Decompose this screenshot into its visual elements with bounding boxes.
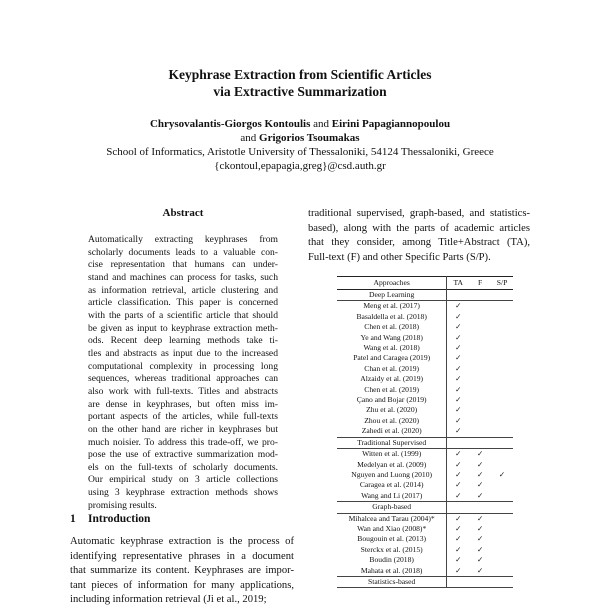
abstract-line: article classification. This paper is concerned — [88, 297, 278, 309]
title-line-1: Keyphrase Extraction from Scientific Articles — [168, 67, 432, 82]
check-cell-f — [469, 491, 491, 502]
header-f: F — [478, 277, 483, 287]
checkmark-icon: ✓ — [455, 332, 462, 342]
check-cell-sp — [491, 545, 513, 555]
table-group-empty-cell — [447, 502, 469, 513]
table-group-row — [337, 437, 513, 448]
approach-name: Mahata et al. (2018) — [337, 566, 447, 577]
checkmark-icon: ✓ — [455, 565, 462, 575]
table-row — [337, 301, 513, 312]
abstract-body — [88, 234, 278, 512]
abstract-line: be given as input to keyphrase extraction meth- — [88, 322, 278, 334]
table-group-row — [337, 576, 513, 587]
section-title: Introduction — [88, 513, 151, 525]
check-cell-f — [469, 374, 491, 384]
check-cell-f — [469, 524, 491, 534]
table-row — [337, 343, 513, 353]
checkmark-icon: ✓ — [455, 384, 462, 394]
check-cell-f — [469, 385, 491, 395]
abstract-line: on the other hand are richer in keyphrases but — [88, 423, 278, 435]
intro-line: including information retrieval (Ji et al., 2019; — [70, 594, 267, 605]
abstract-line: using 3 keyphrase extraction methods shows — [88, 487, 278, 499]
abstract-line: stand and machines can process for tasks, such — [88, 271, 278, 283]
table-row — [337, 491, 513, 502]
check-cell-sp — [491, 480, 513, 490]
table-group-empty-cell — [447, 576, 469, 587]
approach-name: Caragea et al. (2014) — [337, 480, 447, 490]
abstract-line: cise representation that humans can under- — [88, 259, 278, 271]
table-group-row — [337, 502, 513, 513]
check-cell-sp — [491, 449, 513, 460]
check-cell-ta — [447, 426, 469, 437]
check-cell-sp — [491, 534, 513, 544]
check-cell-ta — [447, 524, 469, 534]
table-row — [337, 364, 513, 374]
abstract-line: sequences, whereas traditional approaches can — [88, 373, 278, 385]
check-cell-ta — [447, 333, 469, 343]
table-row — [337, 333, 513, 343]
approach-name: Patel and Caragea (2019) — [337, 353, 447, 363]
check-cell-sp — [491, 301, 513, 312]
checkmark-icon: ✓ — [455, 363, 462, 373]
table-row — [337, 416, 513, 426]
table-group-empty-cell — [447, 290, 469, 301]
table-group-empty-cell — [469, 576, 491, 587]
affiliation-block — [0, 145, 600, 173]
check-cell-f — [469, 416, 491, 426]
check-cell-sp — [491, 322, 513, 332]
table-row — [337, 480, 513, 490]
table-row — [337, 312, 513, 322]
right-text-line: based), along with the parts of academic articles — [308, 222, 530, 234]
paper-title — [0, 66, 600, 100]
abstract-line: ods. Recent deep learning methods take ti- — [88, 335, 278, 347]
table-group-label: Traditional Supervised — [337, 437, 447, 448]
table-row — [337, 524, 513, 534]
check-cell-ta — [447, 566, 469, 577]
check-cell-sp — [491, 426, 513, 437]
check-cell-ta — [447, 353, 469, 363]
check-cell-sp — [491, 524, 513, 534]
checkmark-icon: ✓ — [455, 555, 462, 565]
checkmark-icon: ✓ — [455, 490, 462, 500]
checkmark-icon: ✓ — [455, 395, 462, 405]
approach-name: Medelyan et al. (2009) — [337, 460, 447, 470]
abstract-line: with the parts of a scientific article that should — [88, 309, 278, 321]
check-cell-f — [469, 322, 491, 332]
abstract-heading: Abstract — [162, 207, 204, 219]
checkmark-icon: ✓ — [455, 459, 462, 469]
approach-name: Mihalcea and Tarau (2004)* — [337, 513, 447, 524]
checkmark-icon: ✓ — [476, 459, 484, 469]
check-cell-f — [469, 480, 491, 490]
affiliation: School of Informatics, Aristotle University of Thessaloniki, 54124 Thessaloniki, Greece — [106, 146, 494, 158]
abstract-line: promising results. — [88, 499, 157, 511]
approach-name: Chen et al. (2019) — [337, 385, 447, 395]
check-cell-f — [469, 343, 491, 353]
table-group-empty-cell — [447, 437, 469, 448]
check-cell-ta — [447, 491, 469, 502]
checkmark-icon: ✓ — [476, 544, 484, 554]
checkmark-icon: ✓ — [455, 449, 462, 459]
checkmark-icon: ✓ — [455, 469, 462, 479]
abstract-line: computational complexity in processing long — [88, 360, 278, 372]
table-row — [337, 405, 513, 415]
check-cell-sp — [491, 405, 513, 415]
check-cell-f — [469, 395, 491, 405]
check-cell-sp — [491, 333, 513, 343]
check-cell-f — [469, 470, 491, 480]
abstract-line: much noisier. To address this trade-off, we pro- — [88, 436, 278, 448]
table-group-row — [337, 290, 513, 301]
right-column-text — [308, 207, 530, 265]
check-cell-sp — [491, 460, 513, 470]
abstract-line: are dense in keyphrases, but often miss im- — [88, 398, 278, 410]
abstract-line: scholarly documents leads to a valuable con- — [88, 246, 278, 258]
header-approaches: Approaches — [337, 277, 447, 290]
table-row — [337, 449, 513, 460]
check-cell-ta — [447, 374, 469, 384]
table-group-empty-cell — [491, 290, 513, 301]
table-group-label: Graph-based — [337, 502, 447, 513]
check-cell-ta — [447, 301, 469, 312]
approach-name: Boudin (2018) — [337, 555, 447, 565]
check-cell-f — [469, 545, 491, 555]
table-row — [337, 566, 513, 577]
author-name: Chrysovalantis-Giorgos Kontoulis — [149, 118, 311, 130]
check-cell-sp — [491, 566, 513, 577]
check-cell-f — [469, 555, 491, 565]
table-group-empty-cell — [469, 502, 491, 513]
checkmark-icon: ✓ — [455, 311, 462, 321]
check-cell-sp — [491, 470, 513, 480]
section-number: 1 — [70, 513, 76, 525]
checkmark-icon: ✓ — [476, 534, 484, 544]
table-group-label: Deep Learning — [337, 290, 447, 301]
checkmark-icon: ✓ — [455, 374, 462, 384]
table-row — [337, 460, 513, 470]
check-cell-sp — [491, 416, 513, 426]
abstract-line: els on the full-texts of scholarly documents. — [88, 461, 278, 473]
author-conjunction: and — [313, 118, 330, 130]
check-cell-f — [469, 566, 491, 577]
checkmark-icon: ✓ — [498, 469, 506, 479]
approach-name: Wang et al. (2018) — [337, 343, 447, 353]
check-cell-f — [469, 333, 491, 343]
table-row — [337, 395, 513, 405]
approach-name: Zhou et al. (2020) — [337, 416, 447, 426]
header-ta: TA — [453, 277, 464, 287]
check-cell-sp — [491, 374, 513, 384]
title-line-2: via Extractive Summarization — [213, 84, 387, 99]
checkmark-icon: ✓ — [476, 565, 484, 575]
check-cell-ta — [447, 555, 469, 565]
check-cell-f — [469, 364, 491, 374]
approach-name: Witten et al. (1999) — [337, 449, 447, 460]
author-name: Grigorios Tsoumakas — [259, 131, 360, 144]
checkmark-icon: ✓ — [476, 469, 484, 479]
checkmark-icon: ✓ — [476, 513, 484, 523]
approach-name: Wang and Li (2017) — [337, 491, 447, 502]
right-text-line: traditional supervised, graph-based, and statistics- — [308, 208, 530, 219]
check-cell-f — [469, 312, 491, 322]
checkmark-icon: ✓ — [455, 301, 462, 311]
table-group-empty-cell — [491, 502, 513, 513]
approach-name: Çano and Bojar (2019) — [337, 395, 447, 405]
author-name: Eirini Papagiannopoulou — [331, 118, 451, 130]
check-cell-ta — [447, 364, 469, 374]
checkmark-icon: ✓ — [476, 449, 484, 459]
table-row — [337, 555, 513, 565]
check-cell-sp — [491, 343, 513, 353]
check-cell-ta — [447, 405, 469, 415]
checkmark-icon: ✓ — [455, 322, 462, 332]
check-cell-ta — [447, 534, 469, 544]
intro-line: identifying representative phrases in a document — [70, 550, 294, 562]
check-cell-f — [469, 301, 491, 312]
checkmark-icon: ✓ — [455, 513, 462, 523]
abstract-line: also work with full-texts. Titles and abstracts — [88, 385, 278, 397]
abstract-line: pose the use of extractive summarization mod- — [88, 449, 278, 461]
table-row — [337, 374, 513, 384]
check-cell-sp — [491, 353, 513, 363]
table-group-empty-cell — [469, 290, 491, 301]
approach-name: Meng et al. (2017) — [337, 301, 447, 312]
table-row — [337, 385, 513, 395]
checkmark-icon: ✓ — [455, 534, 462, 544]
approaches-table — [337, 276, 513, 588]
checkmark-icon: ✓ — [455, 523, 462, 533]
check-cell-f — [469, 405, 491, 415]
check-cell-sp — [491, 364, 513, 374]
check-cell-f — [469, 449, 491, 460]
abstract-line: Automatically extracting keyphrases from — [88, 234, 278, 245]
abstract-line: as information retrieval, article clustering and — [88, 284, 278, 296]
right-text-line: Full-text (F) and other Specific Parts (S/P). — [308, 251, 491, 263]
checkmark-icon: ✓ — [455, 405, 462, 415]
check-cell-ta — [447, 312, 469, 322]
approach-name: Ye and Wang (2018) — [337, 333, 447, 343]
check-cell-f — [469, 513, 491, 524]
table-row — [337, 322, 513, 332]
abstract-line: tles and abstracts as input due to the increased — [88, 347, 278, 359]
approach-name: Bougouin et al. (2013) — [337, 534, 447, 544]
check-cell-sp — [491, 513, 513, 524]
check-cell-sp — [491, 385, 513, 395]
table-group-empty-cell — [491, 576, 513, 587]
table-row — [337, 470, 513, 480]
check-cell-ta — [447, 449, 469, 460]
approach-name: Zhu et al. (2020) — [337, 405, 447, 415]
author-emails: {ckontoul,epapagia,greg}@csd.auth.gr — [214, 160, 386, 172]
approach-name: Sterckx et al. (2015) — [337, 545, 447, 555]
checkmark-icon: ✓ — [476, 490, 484, 500]
section-heading — [70, 513, 150, 525]
table-row — [337, 426, 513, 437]
check-cell-sp — [491, 491, 513, 502]
check-cell-ta — [447, 395, 469, 405]
intro-line: tant pieces of information for many applications, — [70, 579, 294, 591]
approach-name: Alzaidy et al. (2019) — [337, 374, 447, 384]
table-group-empty-cell — [469, 437, 491, 448]
checkmark-icon: ✓ — [455, 415, 462, 425]
table-group-label: Statistics-based — [337, 576, 447, 587]
intro-line: Automatic keyphrase extraction is the process of — [70, 536, 294, 547]
check-cell-f — [469, 426, 491, 437]
check-cell-ta — [447, 416, 469, 426]
table-group-empty-cell — [491, 437, 513, 448]
check-cell-f — [469, 534, 491, 544]
author-list — [0, 118, 600, 145]
checkmark-icon: ✓ — [455, 480, 462, 490]
approach-name: Nguyen and Luong (2010) — [337, 470, 447, 480]
check-cell-ta — [447, 545, 469, 555]
checkmark-icon: ✓ — [455, 426, 462, 436]
approach-name: Wan and Xiao (2008)* — [337, 524, 447, 534]
check-cell-ta — [447, 460, 469, 470]
check-cell-ta — [447, 513, 469, 524]
checkmark-icon: ✓ — [455, 353, 462, 363]
approaches-table-wrapper — [337, 276, 513, 588]
right-text-line: that they consider, among Title+Abstract (TA), — [308, 237, 530, 248]
check-cell-ta — [447, 470, 469, 480]
table-row — [337, 353, 513, 363]
checkmark-icon: ✓ — [455, 343, 462, 353]
checkmark-icon: ✓ — [455, 544, 462, 554]
header-sp: S/P — [496, 277, 508, 287]
introduction-body — [70, 535, 294, 608]
approach-name: Chen et al. (2018) — [337, 322, 447, 332]
check-cell-f — [469, 460, 491, 470]
approach-name: Chan et al. (2019) — [337, 364, 447, 374]
check-cell-sp — [491, 555, 513, 565]
abstract-line: portant aspects of the articles, while full-texts — [88, 411, 278, 423]
check-cell-f — [469, 353, 491, 363]
approach-name: Basaldella et al. (2018) — [337, 312, 447, 322]
checkmark-icon: ✓ — [476, 480, 484, 490]
check-cell-ta — [447, 322, 469, 332]
check-cell-ta — [447, 343, 469, 353]
checkmark-icon: ✓ — [476, 555, 484, 565]
check-cell-sp — [491, 395, 513, 405]
check-cell-ta — [447, 385, 469, 395]
intro-line: that summarize its content. Keyphrases are impor- — [70, 565, 294, 576]
table-header-row — [337, 277, 513, 290]
author-conjunction: and — [240, 131, 257, 144]
table-row — [337, 545, 513, 555]
checkmark-icon: ✓ — [476, 523, 484, 533]
approach-name: Zahedi et al. (2020) — [337, 426, 447, 437]
table-row — [337, 534, 513, 544]
check-cell-sp — [491, 312, 513, 322]
table-body — [337, 290, 513, 588]
abstract-line: Our empirical study on 3 article collections — [88, 474, 278, 486]
table-row — [337, 513, 513, 524]
check-cell-ta — [447, 480, 469, 490]
